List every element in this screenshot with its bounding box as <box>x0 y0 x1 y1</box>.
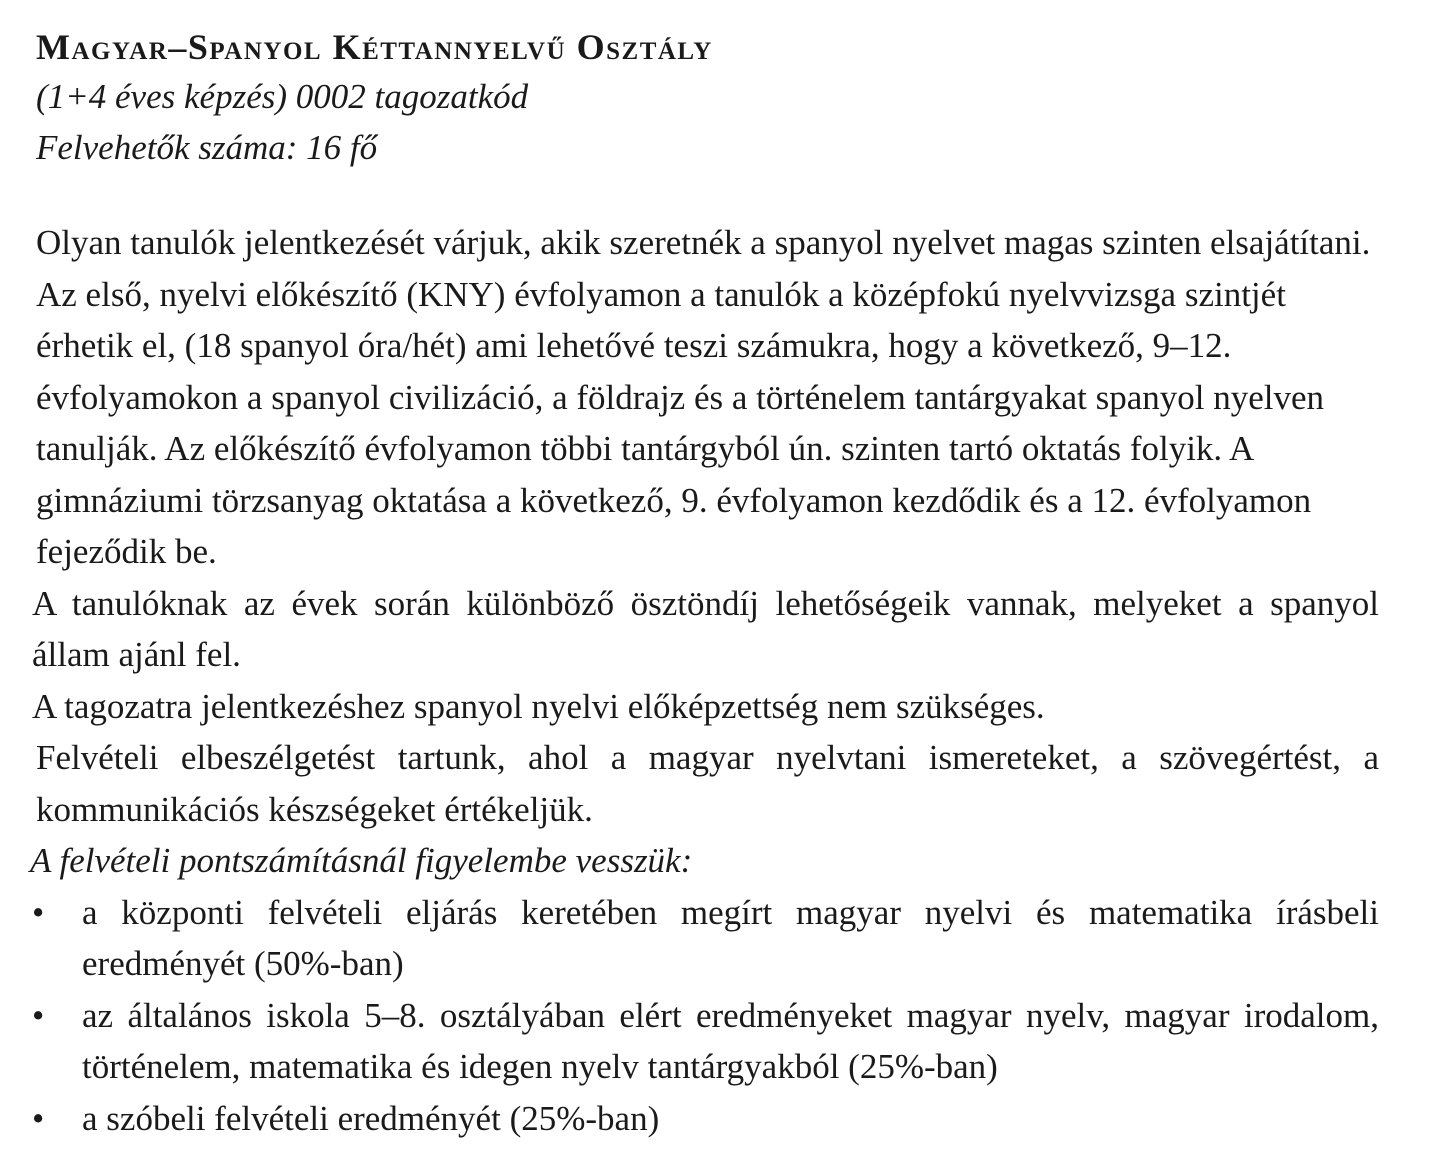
program-code-line: (1+4 éves képzés) 0002 tagozatkód <box>36 77 529 117</box>
list-item <box>30 990 1399 1093</box>
criteria-title: A felvételi pontszámításnál figyelembe vesszük: <box>30 841 693 881</box>
scholarship-paragraph: A tanulóknak az évek során különböző ösztöndíj lehetőségeik vannak, melyeket a spanyol állam ajánl fel. <box>32 583 1379 675</box>
list-item-text: a központi felvételi eljárás keretében megírt magyar nyelvi és matematika írásbeli eredményét (50%-ban) <box>82 892 1379 984</box>
criteria-list <box>30 887 1399 1145</box>
bullet-icon: • <box>32 892 45 932</box>
section-heading: Magyar–Spanyol Kéttannyelvű Osztály <box>36 27 713 67</box>
capacity-line: Felvehetők száma: 16 fő <box>36 128 378 168</box>
prerequisite-paragraph: A tagozatra jelentkezéshez spanyol nyelvi előképzettség nem szükséges. <box>32 686 1045 726</box>
list-item-text: a szóbeli felvételi eredményét (25%-ban) <box>82 1098 660 1138</box>
list-item-text: az általános iskola 5–8. osztályában elért eredményeket magyar nyelv, magyar irodalom, történelem, matematika és idegen nyelv tantárgyakból (25%-ban) <box>82 995 1379 1087</box>
list-item <box>30 887 1399 990</box>
bullet-icon: • <box>32 1098 45 1138</box>
list-item <box>30 1093 1399 1145</box>
spacer <box>30 173 1399 217</box>
intro-paragraph: Olyan tanulók jelentkezését várjuk, akik szeretnék a spanyol nyelvet magas szinten elsajátítani. Az első, nyelvi előkészítő (KNY) évfolyamon a tanulók a középfokú nyelvvizsga szintjét érhetik el, (18 spanyol óra/hét) ami lehetővé teszi számukra, hogy a következő, 9–12. évfolyamokon a spanyol civilizáció, a földrajz és a történelem tantárgyakat spanyol nyelven tanulják. Az előkészítő évfolyamon többi tantárgyból ún. szinten tartó oktatás folyik. A gimnáziumi törzsanyag oktatása a következő, 9. évfolyamon kezdődik és a 12. évfolyamon fejeződik be. <box>36 223 1371 572</box>
interview-paragraph: Felvételi elbeszélgetést tartunk, ahol a magyar nyelvtani ismereteket, a szövegértést, a kommunikációs készségeket értékeljük. <box>36 738 1379 829</box>
bullet-icon: • <box>32 995 45 1035</box>
